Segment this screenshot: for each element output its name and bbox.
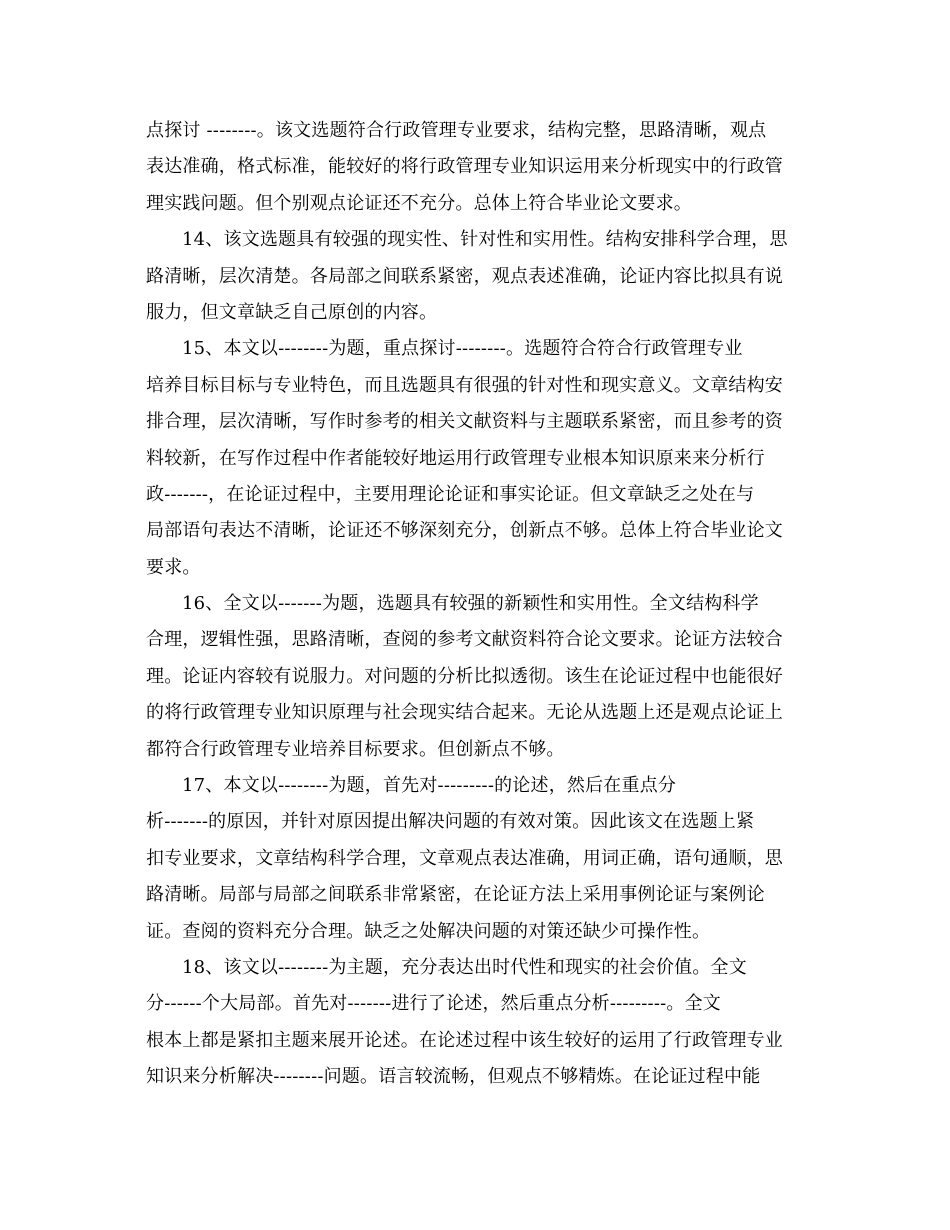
text-line: 点探讨 --------。该文选题符合行政管理专业要求，结构完整，思路清晰，观点: [146, 120, 767, 141]
body-text: [146, 113, 804, 1096]
text-line: 路清晰。局部与局部之间联系非常紧密，在论证方法上采用事例论证与案例论: [146, 884, 765, 906]
text-line: 局部语句表达不清晰，论证还不够深刻充分，创新点不够。总体上符合毕业论文: [146, 520, 783, 542]
text-line: 服力，但文章缺乏自己原创的内容。: [146, 301, 438, 323]
text-line: 路清晰，层次清楚。各局部之间联系紧密，观点表述准确，论证内容比拟具有说: [146, 265, 783, 287]
text-line: 18、该文以--------为主题，充分表达出时代性和现实的社会价值。全文: [182, 956, 747, 978]
text-line: 分------个大局部。首先对-------进行了论述，然后重点分析---------。全文: [146, 993, 722, 1015]
text-line: 知识来分析解决--------问题。语言较流畅，但观点不够精炼。在论证过程中能: [146, 1066, 761, 1088]
paragraph-16: [146, 586, 804, 768]
paragraph-18: [146, 950, 804, 1096]
text-line: 理。论证内容较有说服力。对问题的分析比拟透彻。该生在论证过程中也能很好: [146, 665, 783, 687]
text-line: 证。查阅的资料充分合理。缺乏之处解决问题的对策还缺少可操作性。: [146, 920, 711, 942]
text-line: 的将行政管理专业知识原理与社会现实结合起来。无论从选题上还是观点论证上: [146, 702, 783, 724]
text-line: 要求。: [146, 556, 201, 578]
text-line: 排合理，层次清晰，写作时参考的相关文献资料与主题联系紧密，而且参考的资: [146, 411, 783, 433]
text-line: 理实践问题。但个别观点论证还不充分。总体上符合毕业论文要求。: [146, 192, 692, 214]
text-line: 料较新，在写作过程中作者能较好地运用行政管理专业根本知识原来来分析行: [146, 447, 765, 469]
text-line: 根本上都是紧扣主题来展开论述。在论述过程中该生较好的运用了行政管理专业: [146, 1029, 783, 1051]
text-line: 17、本文以--------为题，首先对---------的论述，然后在重点分: [182, 775, 677, 797]
paragraph-15: [146, 331, 804, 586]
text-line: 都符合行政管理专业培养目标要求。但创新点不够。: [146, 738, 565, 760]
text-line: 16、全文以-------为题，选题具有较强的新颖性和实用性。全文结构科学: [182, 593, 759, 615]
text-line: 15、本文以--------为题，重点探讨--------。选题符合符合行政管理专业: [182, 338, 743, 360]
text-line: 扣专业要求，文章结构科学合理，文章观点表达准确，用词正确，语句通顺，思: [146, 847, 783, 869]
text-line: 表达准确，格式标准，能较好的将行政管理专业知识运用来分析现实中的行政管: [146, 156, 783, 178]
text-line: 14、该文选题具有较强的现实性、针对性和实用性。结构安排科学合理，思: [182, 229, 788, 251]
text-line: 析-------的原因，并针对原因提出解决问题的有效对策。因此该文在选题上紧: [146, 811, 755, 833]
text-line: 培养目标目标与专业特色，而且选题具有很强的针对性和现实意义。文章结构安: [146, 374, 783, 396]
paragraph-14: [146, 222, 804, 331]
text-line: 政-------，在论证过程中，主要用理论论证和事实论证。但文章缺乏之处在与: [146, 483, 755, 505]
paragraph-13-continuation: [146, 113, 804, 222]
paragraph-17: [146, 768, 804, 950]
text-line: 合理，逻辑性强，思路清晰，查阅的参考文献资料符合论文要求。论证方法较合: [146, 629, 783, 651]
